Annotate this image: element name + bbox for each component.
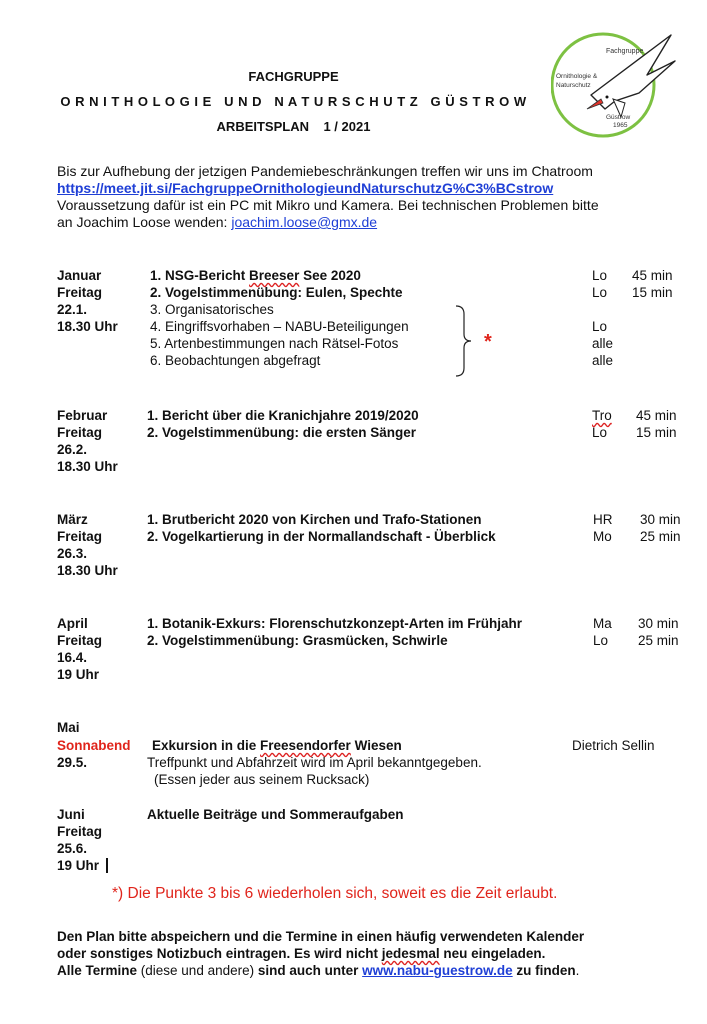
logo-text-fachgruppe: Fachgruppe xyxy=(606,48,644,55)
footer-line-2: oder sonstiges Notizbuch eintragen. Es wird nicht jedesmal neu eingeladen. xyxy=(57,946,546,961)
june-date: Juni Freitag 25.6. 19 Uhr xyxy=(57,807,103,873)
april-date: April Freitag 16.4. 19 Uhr xyxy=(57,616,103,682)
intro-line-1: Bis zur Aufhebung der jetzigen Pandemiebeschränkungen treffen wir uns im Chatroom xyxy=(57,163,593,179)
email-link[interactable]: joachim.loose@gmx.de xyxy=(231,214,378,230)
march-date: März Freitag 26.3. 18.30 Uhr xyxy=(57,512,118,578)
march-responsible: HR Mo xyxy=(593,512,613,544)
january-date: Januar Freitag 22.1. 18.30 Uhr xyxy=(57,268,118,334)
february-items: 1. Bericht über die Kranichjahre 2019/2020 2. Vogelstimmenübung: die ersten Sänger xyxy=(147,408,419,440)
january-duration: 45 min 15 min xyxy=(632,268,673,300)
logo-text-guestrow: Güstrow xyxy=(606,114,631,121)
february-date: Februar Freitag 26.2. 18.30 Uhr xyxy=(57,408,118,474)
may-food-info: (Essen jeder aus seinem Rucksack) xyxy=(154,772,370,787)
intro-contact-text: an Joachim Loose wenden: xyxy=(57,214,232,230)
header-title: O R N I T H O L O G I E U N D N A T U R S C H U T Z G Ü S T R O W xyxy=(60,94,527,109)
april-items: 1. Botanik-Exkurs: Florenschutzkonzept-Arten im Frühjahr 2. Vogelstimmenübung: Grasmücken, Schwirle xyxy=(147,616,523,648)
may-excursion-title: Exkursion in die Freesendorfer Wiesen xyxy=(152,738,402,753)
january-responsible: Lo Lo Lo alle alle xyxy=(592,268,614,368)
march-items: 1. Brutbericht 2020 von Kirchen und Trafo-Stationen 2. Vogelkartierung in der Normallandschaft - Überblick xyxy=(147,512,496,544)
asterisk-mark: * xyxy=(484,331,492,353)
february-responsible: Tro Lo xyxy=(592,408,612,440)
intro-line-4 xyxy=(57,214,377,231)
may-month: Mai xyxy=(57,720,80,735)
footer-line-1: Den Plan bitte abspeichern und die Termine in einen häufig verwendeten Kalender xyxy=(57,929,585,944)
logo-text-ornithologie: Ornithologie & xyxy=(556,73,598,80)
text-cursor xyxy=(106,858,108,873)
january-items: 1. NSG-Bericht Breeser See 2020 2. Vogelstimmenübung: Eulen, Spechte 3. Organisatorisches 4. Eingriffsvorhaben – NABU-Beteiligungen 5. Artenbestimmungen nach Rätsel-Fotos 6. Beobachtungen abgefragt xyxy=(150,268,409,368)
brace-icon xyxy=(454,304,474,383)
may-meeting-info: Treffpunkt und Abfahrzeit wird im April bekanntgegeben. xyxy=(147,755,482,770)
fachgruppe-logo xyxy=(551,31,679,139)
repeat-note: *) Die Punkte 3 bis 6 wiederholen sich, soweit es die Zeit erlaubt. xyxy=(112,885,558,902)
chatroom-link[interactable]: https://meet.jit.si/FachgruppeOrnithologieundNaturschutzG%C3%BCstrow xyxy=(57,180,554,196)
header-arbeitsplan: ARBEITSPLAN 1 / 2021 xyxy=(216,119,371,134)
footer-line-3: Alle Termine (diese und andere) sind auch unter www.nabu-guestrow.de zu finden. xyxy=(57,963,580,978)
may-day: 29.5. xyxy=(57,755,88,770)
april-duration: 30 min 25 min xyxy=(638,616,679,648)
march-duration: 30 min 25 min xyxy=(640,512,681,544)
header-fachgruppe: FACHGRUPPE xyxy=(248,69,339,84)
logo-text-year: 1965 xyxy=(613,122,628,129)
february-duration: 45 min 15 min xyxy=(636,408,677,440)
april-responsible: Ma Lo xyxy=(593,616,612,648)
june-title: Aktuelle Beiträge und Sommeraufgaben xyxy=(147,807,404,822)
may-leader: Dietrich Sellin xyxy=(572,738,655,753)
logo-text-naturschutz: Naturschutz xyxy=(556,82,591,89)
intro-line-3: Voraussetzung dafür ist ein PC mit Mikro und Kamera. Bei technischen Problemen bitte xyxy=(57,197,599,213)
nabu-website-link[interactable]: www.nabu-guestrow.de xyxy=(362,963,513,978)
may-weekday: Sonnabend xyxy=(57,738,131,753)
